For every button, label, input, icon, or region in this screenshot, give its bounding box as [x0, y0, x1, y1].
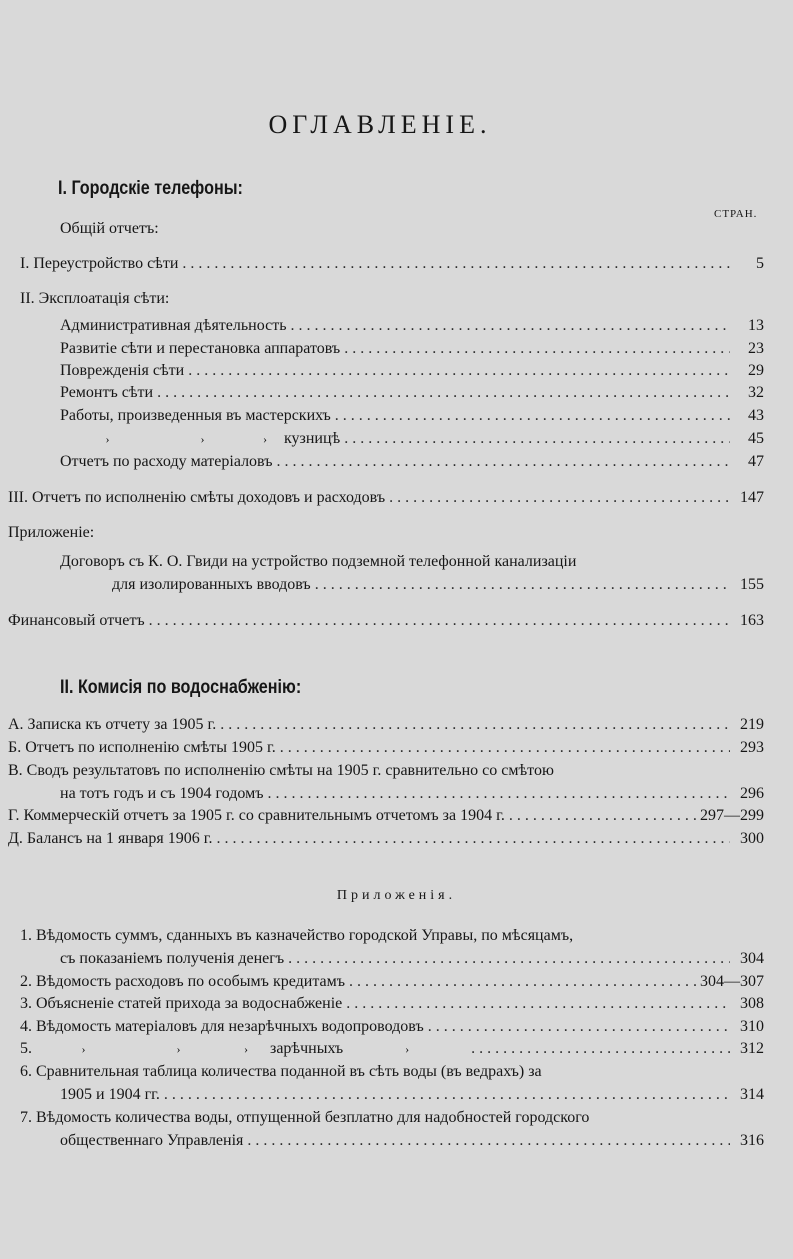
leader-dots	[315, 574, 730, 596]
leader-dots	[164, 1084, 730, 1106]
toc-label: зарѣчныхъ	[270, 1040, 344, 1057]
toc-entry[interactable]	[60, 451, 764, 473]
toc-entry[interactable]	[60, 382, 764, 404]
toc-entry[interactable]	[60, 405, 764, 427]
toc-line: В. Сводъ результатовъ по исполненію смѣты на 1905 г. сравнительно со смѣтою	[8, 762, 554, 779]
toc-label: 2. Вѣдомость расходовъ по особымъ кредитамъ	[20, 973, 346, 990]
toc-entry[interactable]	[60, 338, 764, 360]
toc-number: 5.	[20, 1040, 32, 1057]
toc-entry[interactable]	[60, 948, 764, 970]
toc-page: 5	[756, 255, 764, 272]
toc-page: 23	[748, 340, 764, 357]
toc-label-with-ditto	[20, 1038, 467, 1060]
toc-entry[interactable]	[20, 971, 764, 993]
page-title: ОГЛАВЛЕНІЕ.	[268, 110, 492, 139]
toc-page: 13	[748, 317, 764, 334]
toc-label: для изолированныхъ вводовъ	[112, 576, 311, 593]
toc-page: 32	[748, 384, 764, 401]
toc-label: Финансовый отчетъ	[8, 612, 145, 629]
toc-page: 304—307	[700, 973, 764, 990]
leader-dots	[220, 714, 730, 736]
ditto-mark: ›	[105, 432, 110, 446]
toc-line: 1. Вѣдомость суммъ, сданныхъ въ казначейство городской Управы, по мѣсяцамъ,	[20, 927, 574, 944]
toc-label: Административная дѣятельность	[60, 317, 287, 334]
toc-page: 314	[740, 1086, 764, 1103]
toc-label: кузницѣ	[284, 430, 341, 447]
toc-page: 300	[740, 830, 764, 847]
leader-dots	[280, 737, 730, 759]
leader-dots	[291, 315, 730, 337]
toc-label: Б. Отчетъ по исполненію смѣты 1905 г.	[8, 739, 276, 756]
toc-page: 316	[740, 1132, 764, 1149]
toc-entry[interactable]	[8, 805, 764, 827]
toc-page: 29	[748, 362, 764, 379]
toc-label: III. Отчетъ по исполненію смѣты доходовъ и расходовъ	[8, 489, 386, 506]
leader-dots	[344, 338, 730, 360]
ditto-mark: ›	[405, 1042, 410, 1056]
toc-label: Д. Балансъ на 1 января 1906 г.	[8, 830, 213, 847]
ditto-mark: ›	[200, 432, 205, 446]
leader-dots	[344, 428, 730, 450]
leader-dots	[182, 253, 730, 275]
toc-label: А. Записка къ отчету за 1905 г.	[8, 716, 217, 733]
ditto-mark: ›	[81, 1042, 86, 1056]
toc-entry[interactable]	[60, 1084, 764, 1106]
toc-line: 7. Вѣдомость количества воды, отпущенной безплатно для надобностей городского	[20, 1109, 590, 1126]
toc-label: Отчетъ по расходу матеріаловъ	[60, 453, 273, 470]
toc-label: I. Переустройство сѣти	[20, 255, 179, 272]
toc-page: 297—299	[700, 807, 764, 824]
toc-entry[interactable]	[60, 360, 764, 382]
toc-label: Поврежденія сѣти	[60, 362, 185, 379]
toc-entry[interactable]	[112, 574, 764, 596]
toc-entry[interactable]	[20, 993, 764, 1015]
toc-label: Работы, произведенныя въ мастерскихъ	[60, 407, 331, 424]
toc-label: съ показаніемъ полученія денегъ	[60, 950, 285, 967]
toc-page: 304	[740, 950, 764, 967]
leader-dots	[217, 828, 730, 850]
toc-entry[interactable]	[8, 737, 764, 759]
leader-dots	[346, 993, 730, 1015]
toc-page: 43	[748, 407, 764, 424]
toc-page: 308	[740, 995, 764, 1012]
toc-page: 45	[748, 430, 764, 447]
toc-label: Развитіе сѣти и перестановка аппаратовъ	[60, 340, 341, 357]
toc-entry[interactable]	[8, 828, 764, 850]
leader-dots	[428, 1016, 730, 1038]
toc-page: 310	[740, 1018, 764, 1035]
section-heading-water: II. Комисія по водоснабженію:	[60, 677, 302, 698]
toc-page: 163	[740, 612, 764, 629]
appendix-heading: Приложеніе:	[8, 524, 95, 541]
pages-column-header: СТРАН.	[714, 208, 758, 220]
toc-page: 155	[740, 576, 764, 593]
leader-dots	[349, 971, 696, 993]
ditto-mark: ›	[263, 432, 267, 446]
general-report-label: Общій отчетъ:	[60, 220, 159, 237]
toc-label: на тотъ годъ и съ 1904 годомъ	[60, 785, 264, 802]
section-heading-telephones: I. Городскіе телефоны:	[58, 178, 243, 199]
leader-dots	[157, 382, 730, 404]
toc-page: 293	[740, 739, 764, 756]
toc-entry[interactable]	[8, 487, 764, 509]
toc-entry[interactable]	[20, 253, 764, 275]
leader-dots	[288, 948, 730, 970]
toc-label: общественнаго Управленія	[60, 1132, 244, 1149]
operation-heading: II. Эксплоатація сѣти:	[20, 290, 170, 307]
toc-page: 296	[740, 785, 764, 802]
toc-page: 312	[740, 1040, 764, 1057]
toc-entry[interactable]	[60, 428, 764, 450]
toc-label: Ремонтъ сѣти	[60, 384, 154, 401]
toc-entry[interactable]	[60, 783, 764, 805]
leader-dots	[335, 405, 730, 427]
appendix-line: Договоръ съ К. О. Гвиди на устройство подземной телефонной канализаціи	[60, 553, 577, 570]
toc-label: 3. Объясненіе статей прихода за водоснабженіе	[20, 995, 343, 1012]
toc-label: 4. Вѣдомость матеріаловъ для незарѣчныхъ водопроводовъ	[20, 1018, 424, 1035]
toc-label: 1905 и 1904 гг.	[60, 1086, 160, 1103]
toc-page: 47	[748, 453, 764, 470]
leader-dots	[188, 360, 730, 382]
ditto-mark: ›	[244, 1042, 248, 1056]
leader-dots	[276, 451, 730, 473]
ditto-mark: ›	[176, 1042, 181, 1056]
toc-entry[interactable]	[60, 315, 764, 337]
leader-dots	[268, 783, 731, 805]
toc-label-with-ditto	[60, 428, 340, 450]
toc-entry[interactable]	[8, 714, 764, 736]
leader-dots	[509, 805, 696, 827]
leader-dots	[389, 487, 730, 509]
leader-dots	[247, 1130, 730, 1152]
toc-page: 219	[740, 716, 764, 733]
leader-dots	[471, 1038, 730, 1060]
toc-entry[interactable]	[20, 1016, 764, 1038]
appendices-heading: Приложенія.	[336, 888, 457, 903]
toc-entry[interactable]	[60, 1130, 764, 1152]
toc-entry[interactable]	[8, 610, 764, 632]
leader-dots	[149, 610, 730, 632]
toc-line: 6. Сравнительная таблица количества поданной въ сѣть воды (въ ведрахъ) за	[20, 1063, 542, 1080]
toc-label: Г. Коммерческій отчетъ за 1905 г. со сравнительнымъ отчетомъ за 1904 г.	[8, 807, 505, 824]
toc-page: 147	[740, 489, 764, 506]
toc-entry[interactable]	[20, 1038, 764, 1060]
